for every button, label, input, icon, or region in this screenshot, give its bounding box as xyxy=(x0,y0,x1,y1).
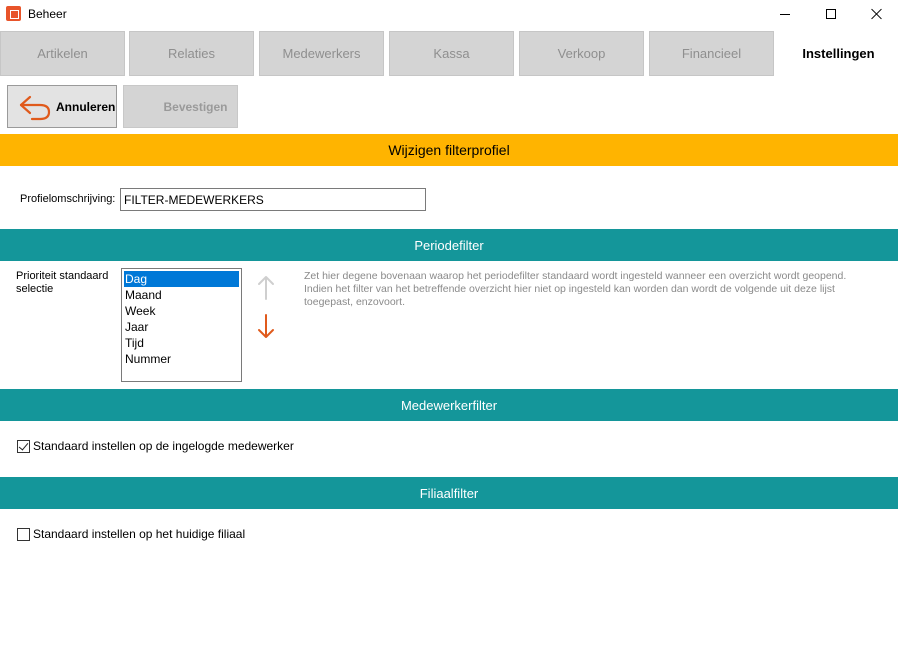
list-item-week[interactable]: Week xyxy=(125,304,156,318)
tab-relaties[interactable]: Relaties xyxy=(129,31,254,76)
list-item-nummer[interactable]: Nummer xyxy=(125,352,172,366)
help-line-1: Zet hier degene bovenaan waarop het periodefilter standaard wordt ingesteld wanneer een overzicht wordt geopend. xyxy=(304,270,847,282)
title-bar xyxy=(0,0,898,28)
tab-instellingen[interactable]: Instellingen xyxy=(779,31,898,76)
minimize-icon xyxy=(780,14,790,15)
period-filter-help-text xyxy=(304,270,884,309)
tab-medewerkers[interactable]: Medewerkers xyxy=(259,31,384,76)
close-button[interactable] xyxy=(854,0,898,28)
main-tabs xyxy=(0,31,898,76)
branch-default-checkbox[interactable] xyxy=(17,528,30,541)
list-item-tijd[interactable]: Tijd xyxy=(125,336,144,350)
tab-kassa[interactable]: Kassa xyxy=(389,31,514,76)
employee-filter-header: Medewerkerfilter xyxy=(0,389,898,421)
employee-default-label: Standaard instellen op de ingelogde medewerker xyxy=(33,439,294,453)
cancel-button[interactable] xyxy=(7,85,117,128)
move-up-arrow-icon[interactable] xyxy=(256,273,276,303)
tab-artikelen[interactable]: Artikelen xyxy=(0,31,125,76)
list-item-maand[interactable]: Maand xyxy=(125,288,162,302)
profile-label: Profielomschrijving: xyxy=(20,193,116,205)
branch-default-label: Standaard instellen op het huidige filiaal xyxy=(33,527,246,541)
branch-default-option[interactable] xyxy=(17,527,245,541)
list-item-dag[interactable]: Dag xyxy=(124,271,239,287)
minimize-button[interactable] xyxy=(762,0,808,28)
close-icon xyxy=(871,8,883,20)
window-title: Beheer xyxy=(28,7,67,21)
help-line-2: Indien het filter van het betreffende overzicht hier niet op ingesteld kan worden dan wordt de volgende uit deze lijst toegepast, enzovoort. xyxy=(304,283,835,308)
profile-description-input[interactable] xyxy=(120,188,426,211)
app-logo-icon xyxy=(6,6,21,21)
period-filter-header: Periodefilter xyxy=(0,229,898,261)
tab-financieel[interactable]: Financieel xyxy=(649,31,774,76)
branch-filter-header: Filiaalfilter xyxy=(0,477,898,509)
cancel-label: Annuleren xyxy=(56,99,116,114)
undo-arrow-icon xyxy=(16,92,54,122)
maximize-icon xyxy=(826,9,836,19)
priority-listbox[interactable] xyxy=(121,268,242,382)
confirm-button[interactable] xyxy=(123,85,238,128)
page-title: Wijzigen filterprofiel xyxy=(0,134,898,166)
tab-verkoop[interactable]: Verkoop xyxy=(519,31,644,76)
priority-label: Prioriteit standaard selectie xyxy=(16,270,109,295)
confirm-label: Bevestigen xyxy=(163,99,228,114)
employee-default-option[interactable] xyxy=(17,439,294,453)
maximize-button[interactable] xyxy=(808,0,854,28)
list-item-jaar[interactable]: Jaar xyxy=(125,320,149,334)
employee-default-checkbox[interactable] xyxy=(17,440,30,453)
move-down-arrow-icon[interactable] xyxy=(256,311,276,341)
